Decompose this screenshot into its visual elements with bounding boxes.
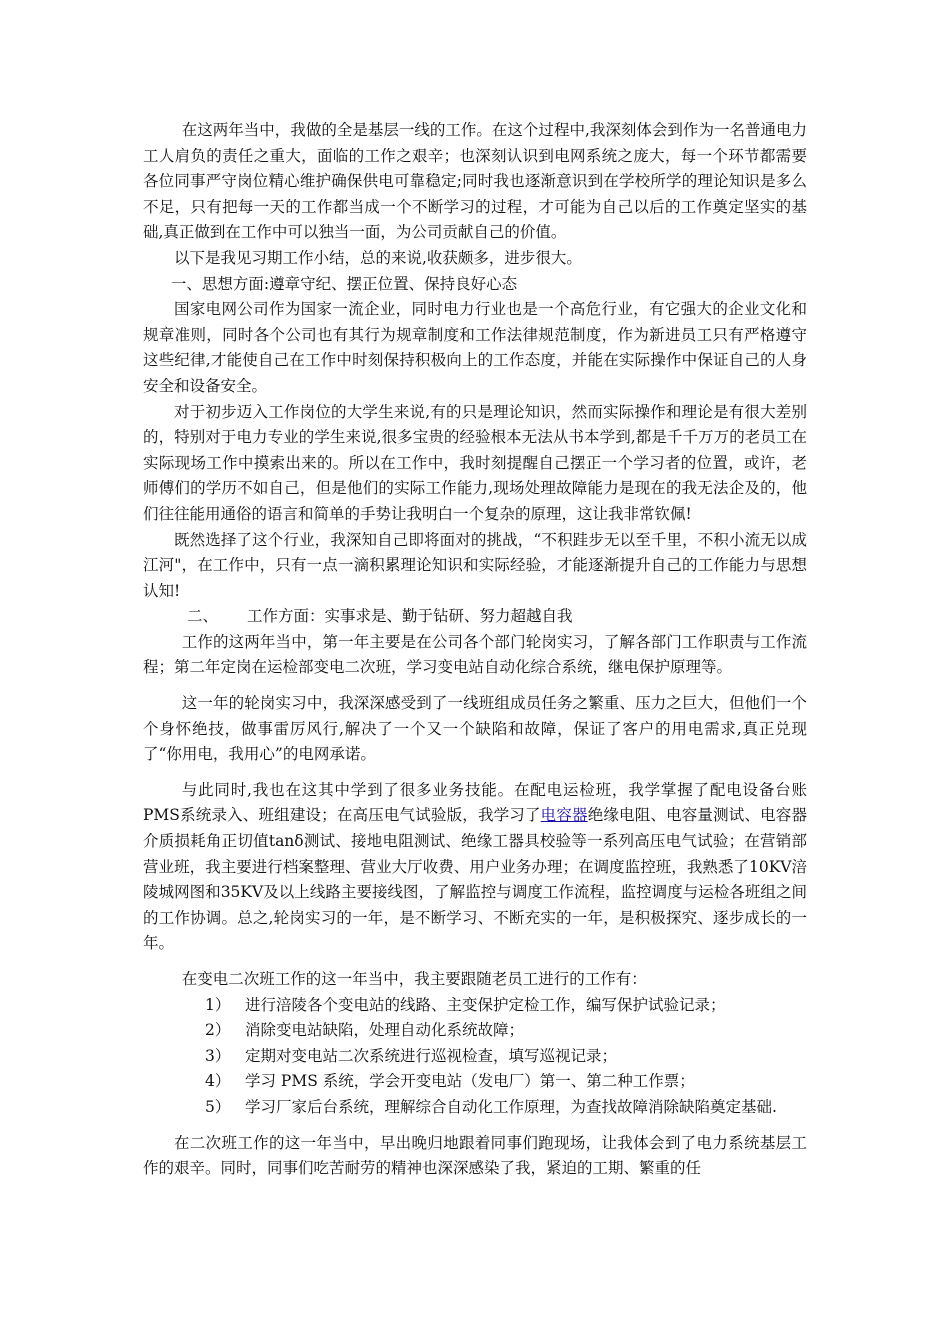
list-item-number: 5） xyxy=(205,1097,231,1116)
list-item-text: 学习 PMS 系统，学会开变电站（发电厂）第一、第二种工作票； xyxy=(245,1072,695,1091)
paragraph-secondary-team: 在变电二次班工作的这一年当中，我主要跟随老员工进行的工作有： xyxy=(181,970,647,988)
paragraph-two-years: 工作的这两年当中，第一年主要是在公司各个部门轮岗实习，了解各部门工作职责与工作流程；第二年定岗在运检部变电二次班，学习变电站自动化综合系统，继电保护原理等。 xyxy=(143,632,807,677)
document-body xyxy=(143,118,807,1182)
list-item xyxy=(143,1018,807,1044)
paragraph-intro: 在这两年当中，我做的全是基层一线的工作。在这个过程中,我深刻体会到作为一名普通电力工人肩负的责任之重大，面临的工作之艰辛；也深刻认识到电网系统之庞大，每一个环节都需要各位同事严守岗位精心维护确保供电可靠稳定;同时我也逐渐意识到在学校所学的理论知识是多么不足，只有把每一天的工作都当成一个不断学习的过程，才可能为自己以后的工作奠定坚实的基础,真正做到在工作中可以独当一面，为公司贡献自己的价值。 xyxy=(143,121,807,242)
section-heading-work xyxy=(143,604,807,630)
list-item xyxy=(143,1095,807,1121)
list-item-number: 1） xyxy=(205,995,231,1014)
capacitor-link[interactable]: 电容器 xyxy=(540,806,588,825)
skills-text-after-link: 绝缘电阻、电容量测试、电容器介质损耗角正切值tanδ测试、接地电阻测试、绝缘工器具校验等一系列高压电气试验；在营销部营业班，我主要进行档案整理、营业大厅收费、用户业务办理；在调度监控班，我熟悉了10KV涪陵城网图和35KV及以上线路主要接线图，了解监控与调度工作流程，监控调度与运检各班组之间的工作协调。总之,轮岗实习的一年，是不断学习、不断充实的一年，是积极探究、逐步成长的一年。 xyxy=(143,806,807,953)
paragraph-skills xyxy=(143,778,807,957)
list-item-text: 学习厂家后台系统，理解综合自动化工作原理，为查找故障消除缺陷奠定基础. xyxy=(245,1097,777,1116)
paragraph-learning-position: 对于初步迈入工作岗位的大学生来说,有的只是理论知识，然而实际操作和理论是有很大差别的，特别对于电力专业的学生来说,很多宝贵的经验根本无法从书本学到,都是千千万万的老员工在实际现场工作中摸索出来的。所以在工作中，我时刻提醒自己摆正一个学习者的位置，或许，老师傅们的学历不如自己，但是他们的实际工作能力,现场处理故障能力是现在的我无法企及的，他们往往能用通俗的语言和简单的手势让我明白一个复杂的原理，这让我非常钦佩! xyxy=(143,402,807,523)
paragraph-challenge: 既然选择了这个行业，我深知自己即将面对的挑战，“不积跬步无以至千里，不积小流无以成江河"，在工作中，只有一点一滴积累理论知识和实际经验，才能逐渐提升自己的工作能力与思想认知! xyxy=(143,530,807,600)
task-list xyxy=(143,993,807,1121)
list-item-number: 2） xyxy=(205,1021,231,1040)
list-item xyxy=(143,1044,807,1070)
list-item-text: 定期对变电站二次系统进行巡视检查，填写巡视记录； xyxy=(245,1046,618,1065)
list-item-number: 4） xyxy=(205,1072,231,1091)
list-item-text: 消除变电站缺陷，处理自动化系统故障； xyxy=(245,1021,525,1040)
paragraph-discipline: 国家电网公司作为国家一流企业，同时电力行业也是一个高危行业，有它强大的企业文化和规章准则，同时各个公司也有其行为规章制度和工作法律规范制度，作为新进员工只有严格遵守这些纪律,才能使自己在工作中时刻保持积极向上的工作态度，并能在实际操作中保证自己的人身安全和设备安全。 xyxy=(143,300,807,395)
list-item-text: 进行涪陵各个变电站的线路、主变保护定检工作，编写保护试验记录； xyxy=(245,995,726,1014)
section-heading-work-text: 工作方面：实事求是、勤于钻研、努力超越自我 xyxy=(247,607,573,626)
skills-text-before-link: 与此同时,我也在这其中学到了很多业务技能。在配电运检班，我学掌握了配电设备台账PMS系统录入、班组建设；在高压电气试验版，我学习了 xyxy=(143,780,807,825)
paragraph-summary: 以下是我见习期工作小结，总的来说,收获颇多，进步很大。 xyxy=(174,248,582,267)
section-heading-ideology: 一、思想方面:遵章守纪、摆正位置、保持良好心态 xyxy=(170,274,518,293)
paragraph-hardship: 在二次班工作的这一年当中，早出晚归地跟着同事们跑现场，让我体会到了电力系统基层工作的艰辛。同时，同事们吃苦耐劳的精神也深深感染了我，紧迫的工期、繁重的任 xyxy=(143,1133,807,1178)
list-item-number: 3） xyxy=(205,1046,231,1065)
list-item xyxy=(143,1069,807,1095)
paragraph-rotation: 这一年的轮岗实习中，我深深感受到了一线班组成员任务之繁重、压力之巨大，但他们一个个身怀绝技，做事雷厉风行,解决了一个又一个缺陷和故障，保证了客户的用电需求,真正兑现了“你用电，我用心”的电网承诺。 xyxy=(143,694,807,764)
section-heading-work-number: 二、 xyxy=(187,607,219,626)
list-item xyxy=(143,993,807,1019)
